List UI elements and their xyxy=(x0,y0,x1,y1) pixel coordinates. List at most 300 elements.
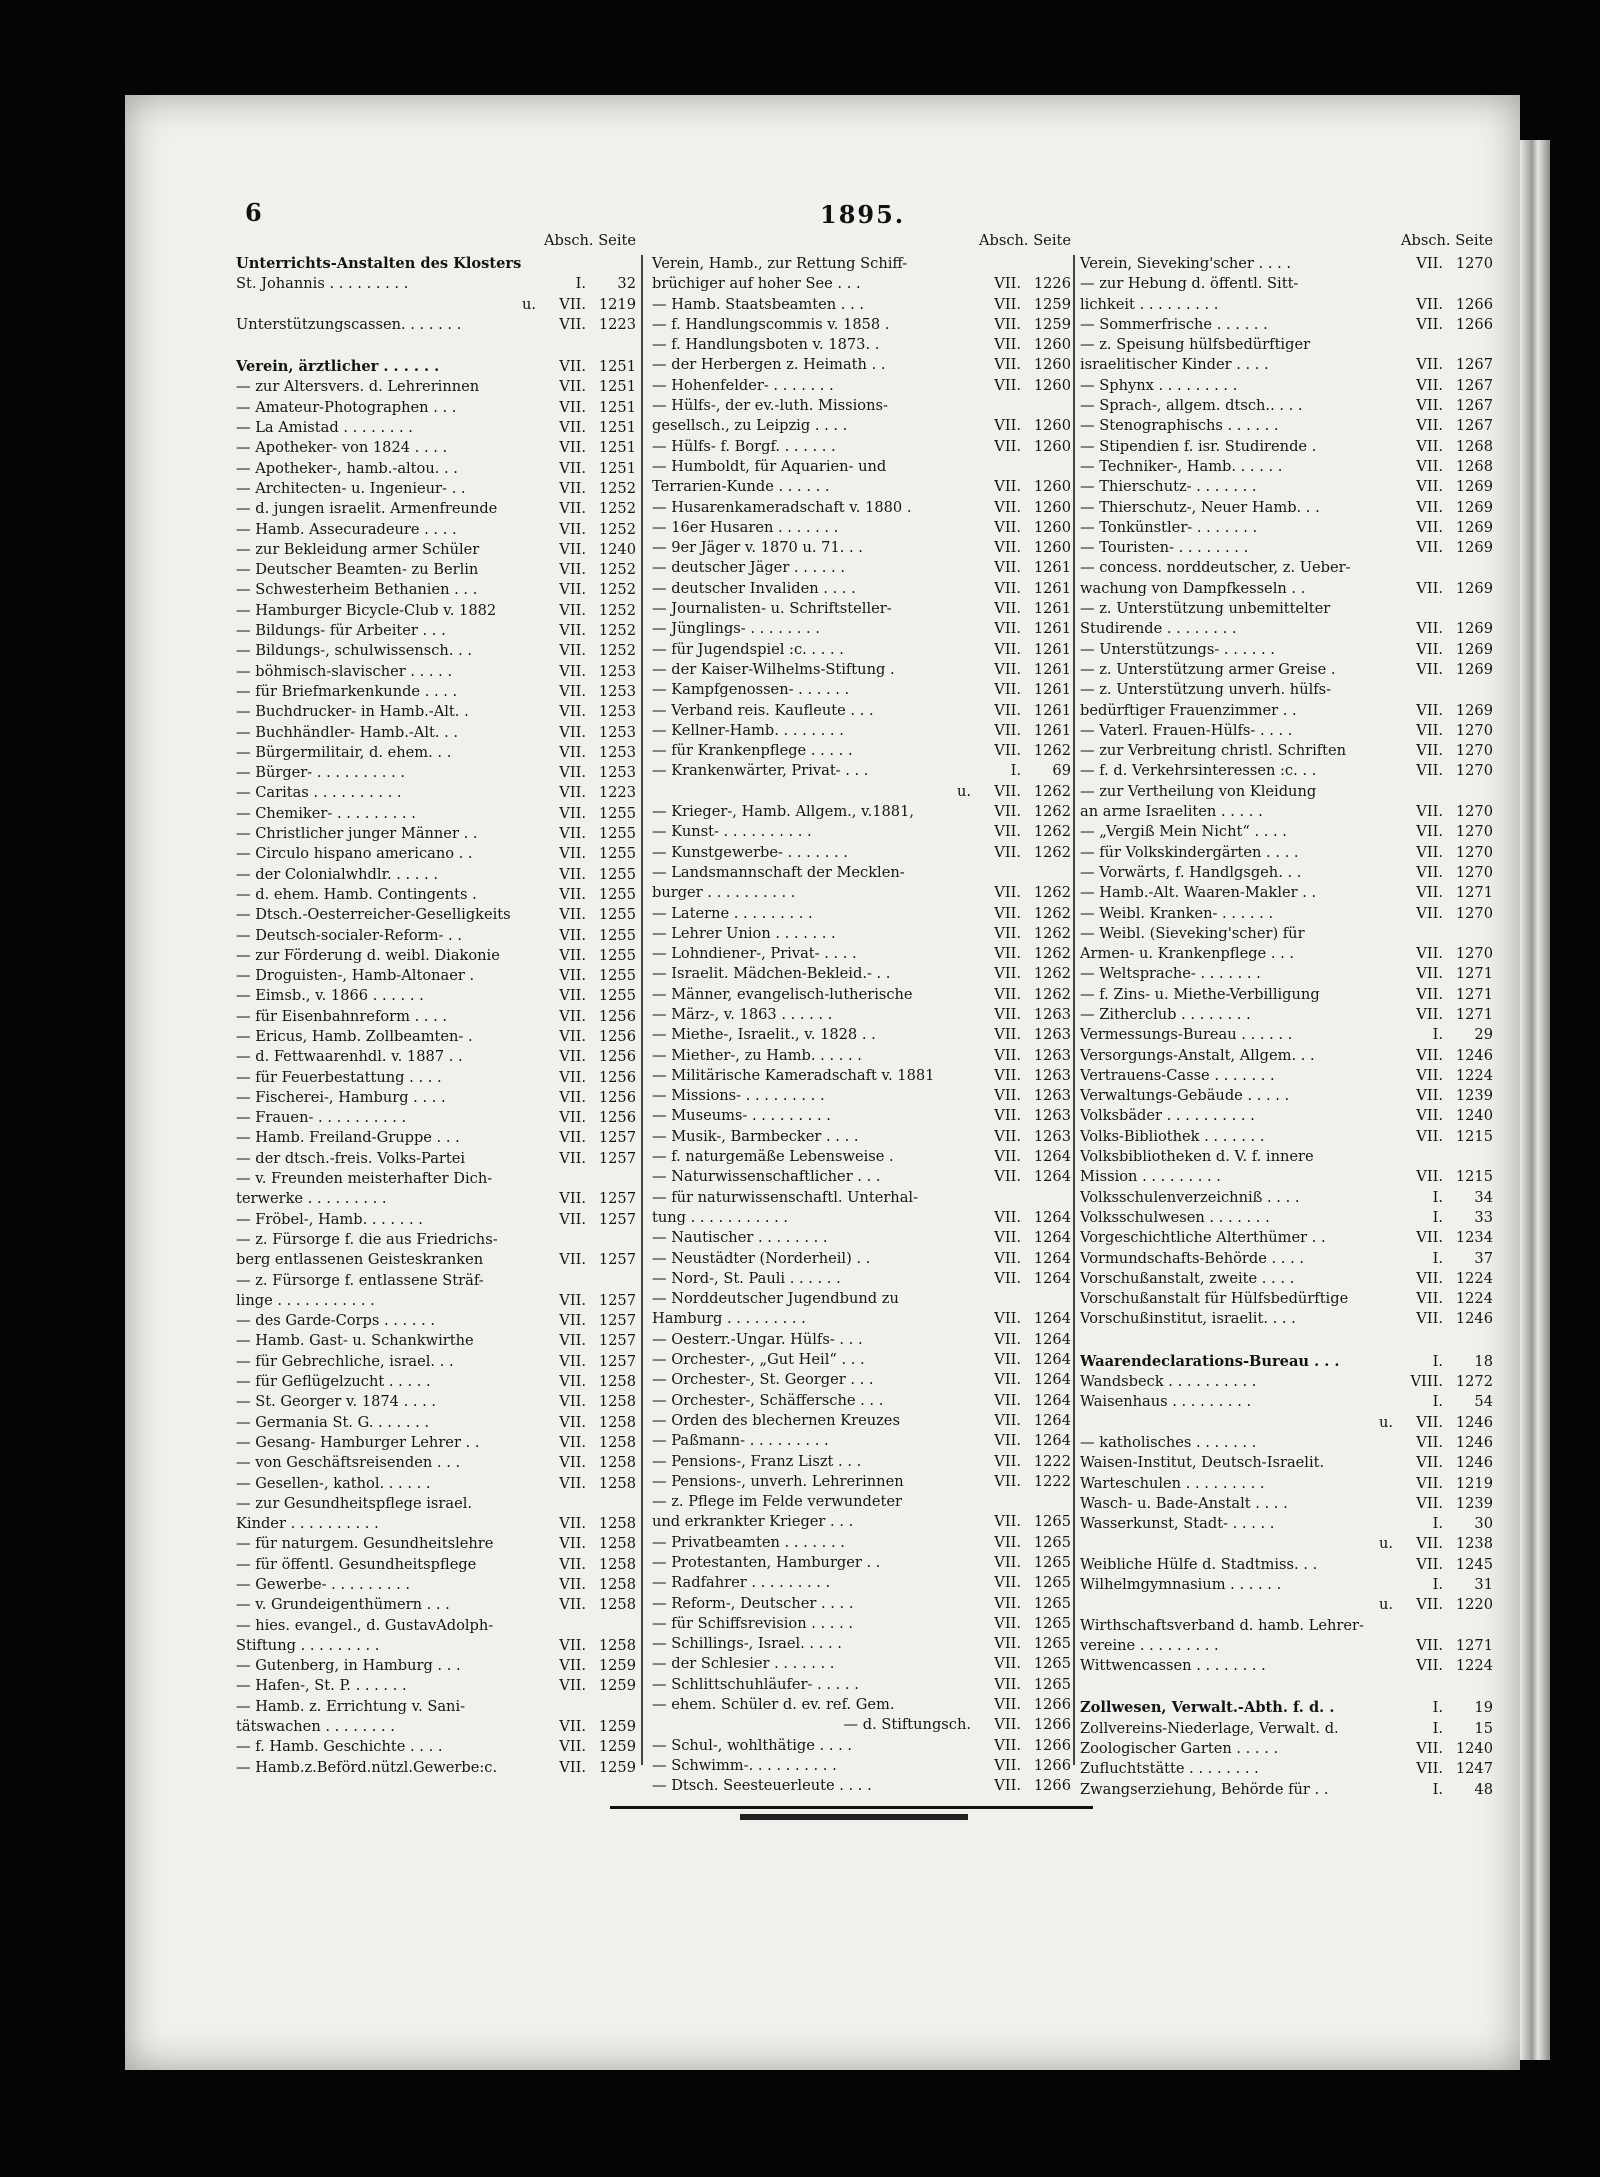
entry-title: und erkrankter Krieger . . . xyxy=(652,1513,854,1531)
index-entry xyxy=(236,357,636,377)
entry-title: — z. Fürsorge f. entlassene Sträf- xyxy=(236,1271,484,1289)
entry-title: — Amateur-Photographen . . . xyxy=(236,398,457,416)
entry-title: Terrarien-Kunde . . . . . . xyxy=(652,478,830,496)
entry-abtheilung: VII. xyxy=(1416,315,1443,333)
entry-title: — Gesellen-, kathol. . . . . . xyxy=(236,1474,431,1492)
index-entry xyxy=(1080,1656,1493,1676)
entry-abtheilung: VII. xyxy=(559,1210,586,1228)
entry-title: — Weltsprache- . . . . . . . xyxy=(1080,965,1261,983)
entry-seite: 1270 xyxy=(1455,945,1493,963)
entry-abtheilung: VII. xyxy=(1416,884,1443,902)
entry-abtheilung: VII. xyxy=(559,398,586,416)
entry-seite: 1259 xyxy=(598,1677,636,1695)
entry-abtheilung: VII. xyxy=(559,581,586,599)
index-entry xyxy=(652,538,1071,558)
entry-abtheilung: VII. xyxy=(1416,1474,1443,1492)
index-entry xyxy=(236,580,636,600)
entry-abtheilung: VII. xyxy=(994,275,1021,293)
entry-title: u. xyxy=(1378,1535,1393,1553)
entry-seite: 1270 xyxy=(1455,803,1493,821)
index-entry xyxy=(1080,1433,1493,1453)
index-entry xyxy=(652,1086,1071,1106)
entry-title: — Husarenkameradschaft v. 1880 . xyxy=(652,498,912,516)
entry-abtheilung: VII. xyxy=(1416,1269,1443,1287)
entry-abtheilung: I. xyxy=(1432,1208,1443,1226)
entry-seite: 1240 xyxy=(598,540,636,558)
column-divider xyxy=(1073,255,1075,1765)
entry-abtheilung: VII. xyxy=(994,640,1021,658)
entry-abtheilung: VII. xyxy=(1416,1433,1443,1451)
entry-title: — Touristen- . . . . . . . . xyxy=(1080,539,1249,557)
index-entry xyxy=(652,599,1071,619)
entry-seite: 1268 xyxy=(1455,457,1493,475)
index-entry xyxy=(236,1189,636,1209)
index-entry xyxy=(236,1676,636,1696)
entry-abtheilung: VII. xyxy=(1416,417,1443,435)
index-entry xyxy=(652,1350,1071,1370)
entry-title: — Nord-, St. Pauli . . . . . . xyxy=(652,1269,841,1287)
index-entry xyxy=(652,1269,1071,1289)
entry-abtheilung: VII. xyxy=(559,622,586,640)
entry-seite: 1264 xyxy=(1033,1351,1071,1369)
index-entry xyxy=(1080,924,1493,944)
index-entry xyxy=(236,1027,636,1047)
entry-title: — Buchdrucker- in Hamb.-Alt. . xyxy=(236,703,469,721)
entry-seite: 1266 xyxy=(1455,315,1493,333)
entry-abtheilung xyxy=(1393,274,1443,294)
entry-title: — f. Zins- u. Miethe-Verbilligung xyxy=(1080,985,1320,1003)
entry-abtheilung: VII. xyxy=(1416,620,1443,638)
entry-seite: 1271 xyxy=(1455,1636,1493,1654)
entry-abtheilung: VII. xyxy=(1416,498,1443,516)
entry-seite: 1265 xyxy=(1033,1594,1071,1612)
entry-abtheilung: I. xyxy=(1432,1719,1443,1737)
entry-title: — zur Altersvers. d. Lehrerinnen xyxy=(236,378,480,396)
index-column-3 xyxy=(1080,232,1493,1800)
entry-title: — Dtsch.-Oesterreicher-Geselligkeits xyxy=(236,906,511,924)
index-entry xyxy=(1080,1269,1493,1289)
index-entry xyxy=(236,377,636,397)
entry-seite: 1246 xyxy=(1455,1433,1493,1451)
entry-title: — Kampfgenossen- . . . . . . xyxy=(652,681,850,699)
entry-abtheilung: VII. xyxy=(1416,1760,1443,1778)
entry-seite: 1269 xyxy=(1455,478,1493,496)
entry-abtheilung: VII. xyxy=(559,1007,586,1025)
entry-title: — Techniker-, Hamb. . . . . . xyxy=(1080,457,1283,475)
entry-seite: 1270 xyxy=(1455,904,1493,922)
index-entry xyxy=(1080,619,1493,639)
index-entry xyxy=(652,721,1071,741)
index-entry xyxy=(236,844,636,864)
entry-title: Verein, Sieveking'scher . . . . xyxy=(1080,255,1292,272)
entry-abtheilung: VII. xyxy=(994,437,1021,455)
entry-title: — zur Gesundheitspflege israel. xyxy=(236,1494,473,1512)
entry-abtheilung: VII. xyxy=(1416,863,1443,881)
entry-title: — für Feuerbestattung . . . . xyxy=(236,1068,442,1086)
index-entry xyxy=(652,274,1071,294)
entry-title: — Ericus, Hamb. Zollbeamten- . xyxy=(236,1027,473,1045)
index-entry xyxy=(1080,1555,1493,1575)
entry-title: wachung von Dampfkesseln . . xyxy=(1080,579,1306,597)
index-entry xyxy=(236,743,636,763)
index-entry xyxy=(652,335,1071,355)
entry-title: — deutscher Invaliden . . . . xyxy=(652,579,856,597)
entry-title: — Thierschutz-, Neuer Hamb. . . xyxy=(1080,498,1320,516)
entry-abtheilung: VII. xyxy=(559,804,586,822)
entry-seite: 29 xyxy=(1474,1026,1493,1044)
entry-seite: 1264 xyxy=(1033,1371,1071,1389)
entry-seite: 1239 xyxy=(1455,1087,1493,1105)
entry-seite: 1269 xyxy=(1455,518,1493,536)
index-entry xyxy=(1080,883,1493,903)
entry-title: — Pensions-, Franz Liszt . . . xyxy=(652,1452,862,1470)
entry-abtheilung: VII. xyxy=(994,1391,1021,1409)
entry-abtheilung: VII. xyxy=(559,967,586,985)
index-entry xyxy=(236,885,636,905)
index-column-1 xyxy=(236,232,636,1778)
entry-title: — Schul-, wohlthätige . . . . xyxy=(652,1736,853,1754)
index-entry xyxy=(1080,1106,1493,1126)
entry-seite xyxy=(586,1271,636,1291)
entry-abtheilung: VII. xyxy=(994,742,1021,760)
entry-abtheilung: VII. xyxy=(559,295,586,313)
entry-title: — Weibl. (Sieveking'scher) für xyxy=(1080,924,1305,942)
entry-title: — Hamb. z. Errichtung v. Sani- xyxy=(236,1697,466,1715)
index-entry xyxy=(1080,680,1493,700)
entry-title: — f. Handlungsboten v. 1873. . xyxy=(652,336,880,354)
index-entry xyxy=(236,1494,636,1514)
index-entry xyxy=(652,802,1071,822)
entry-seite: 1262 xyxy=(1033,884,1071,902)
entry-title: — der Schlesier . . . . . . . xyxy=(652,1655,835,1673)
entry-title: terwerke . . . . . . . . . xyxy=(236,1190,387,1208)
entry-title: Vorschußanstalt für Hülfsbedürftige xyxy=(1080,1290,1349,1308)
entry-seite: 1255 xyxy=(598,865,636,883)
entry-abtheilung: VII. xyxy=(994,681,1021,699)
index-entry xyxy=(1080,558,1493,578)
entry-abtheilung: VII. xyxy=(994,600,1021,618)
entry-seite: 1266 xyxy=(1033,1756,1071,1774)
entry-seite: 1258 xyxy=(598,1515,636,1533)
entry-title: — zur Förderung d. weibl. Diakonie xyxy=(236,946,500,964)
entry-abtheilung: VII. xyxy=(994,924,1021,942)
entry-abtheilung: VII. xyxy=(994,376,1021,394)
entry-seite: 1255 xyxy=(598,946,636,964)
entry-title: — Sphynx . . . . . . . . . xyxy=(1080,376,1238,394)
index-entry xyxy=(1080,335,1493,355)
entry-title: — Museums- . . . . . . . . . xyxy=(652,1107,831,1125)
entry-seite: 1262 xyxy=(1033,823,1071,841)
entry-abtheilung: VII. xyxy=(994,1452,1021,1470)
entry-seite xyxy=(586,1697,636,1717)
index-entry xyxy=(1080,944,1493,964)
entry-abtheilung xyxy=(971,1492,1021,1512)
entry-abtheilung: VII. xyxy=(559,1596,586,1614)
entry-seite: 1258 xyxy=(598,1454,636,1472)
entry-seite: 1262 xyxy=(1033,945,1071,963)
entry-seite: 1251 xyxy=(598,378,636,396)
index-entry xyxy=(236,926,636,946)
entry-abtheilung: VII. xyxy=(994,1310,1021,1328)
entry-title: — Naturwissenschaftlicher . . . xyxy=(652,1168,881,1186)
entry-title: — Bildungs- für Arbeiter . . . xyxy=(236,622,446,640)
index-entry xyxy=(1080,741,1493,761)
index-entry xyxy=(652,1573,1071,1593)
entry-title: — Miethe-, Israelit., v. 1828 . . xyxy=(652,1026,876,1044)
entry-title: — Tonkünstler- . . . . . . . xyxy=(1080,518,1258,536)
entry-seite: 1257 xyxy=(598,1251,636,1269)
entry-abtheilung: I. xyxy=(1010,762,1021,780)
entry-abtheilung: VII. xyxy=(559,682,586,700)
entry-abtheilung: VII. xyxy=(994,336,1021,354)
entry-seite: 1258 xyxy=(598,1636,636,1654)
entry-title: St. Johannis . . . . . . . . . xyxy=(236,275,409,293)
index-entry xyxy=(652,1330,1071,1350)
entry-title: — Humboldt, für Aquarien- und xyxy=(652,457,887,475)
entry-abtheilung xyxy=(536,1230,586,1250)
entry-seite: 1246 xyxy=(1455,1454,1493,1472)
entry-seite: 1223 xyxy=(598,315,636,333)
entry-seite: 1240 xyxy=(1455,1107,1493,1125)
entry-abtheilung: VII. xyxy=(559,1636,586,1654)
entry-abtheilung: VII. xyxy=(559,723,586,741)
index-entry xyxy=(236,1047,636,1067)
entry-title: — Hafen-, St. P. . . . . . . xyxy=(236,1677,407,1695)
index-entry xyxy=(652,1756,1071,1776)
entry-title: — Hamb. Staatsbeamten . . . xyxy=(652,295,864,313)
entry-abtheilung: VII. xyxy=(994,1554,1021,1571)
entry-abtheilung: VII. xyxy=(559,743,586,761)
entry-abtheilung: VII. xyxy=(994,1635,1021,1653)
entry-title: — z. Pflege im Felde verwundeter xyxy=(652,1493,903,1511)
entry-abtheilung: I. xyxy=(1432,1515,1443,1533)
entry-seite: 1264 xyxy=(1033,1148,1071,1166)
entry-title: — Bürger- . . . . . . . . . . xyxy=(236,764,405,782)
entry-seite: 1258 xyxy=(598,1433,636,1451)
entry-title: Warteschulen . . . . . . . . . xyxy=(1080,1474,1265,1492)
entry-abtheilung xyxy=(971,863,1021,883)
index-entry xyxy=(652,883,1071,903)
index-entry xyxy=(652,1715,1071,1735)
entry-abtheilung: VII. xyxy=(994,1208,1021,1226)
entry-abtheilung: VII. xyxy=(994,1736,1021,1754)
entry-title: — Oesterr.-Ungar. Hülfs- . . . xyxy=(652,1330,863,1348)
entry-abtheilung: VII. xyxy=(1416,1454,1443,1472)
entry-seite xyxy=(1443,1147,1493,1167)
entry-abtheilung: VII. xyxy=(1416,295,1443,313)
entry-seite: 1264 xyxy=(1033,1229,1071,1247)
entry-abtheilung: VII. xyxy=(994,1696,1021,1714)
entry-seite: 1224 xyxy=(1455,1290,1493,1308)
entry-seite: 1270 xyxy=(1455,823,1493,841)
entry-abtheilung xyxy=(536,1616,586,1636)
entry-seite xyxy=(1443,335,1493,355)
entry-seite: 1262 xyxy=(1033,843,1071,861)
index-entry xyxy=(236,1758,636,1778)
entry-abtheilung xyxy=(1393,680,1443,700)
entry-title: Waisen-Institut, Deutsch-Israelit. xyxy=(1080,1454,1325,1472)
entry-title: Volksbäder . . . . . . . . . . xyxy=(1080,1107,1255,1125)
index-entry xyxy=(1080,1289,1493,1309)
entry-abtheilung xyxy=(1393,558,1443,578)
entry-seite: 1265 xyxy=(1033,1655,1071,1673)
index-entry xyxy=(1080,437,1493,457)
entry-seite: 1257 xyxy=(598,1332,636,1350)
index-entry xyxy=(1080,1719,1493,1739)
entry-title: — zur Bekleidung armer Schüler xyxy=(236,540,480,558)
entry-seite: 1270 xyxy=(1455,255,1493,272)
entry-abtheilung: VII. xyxy=(994,1472,1021,1490)
column-divider xyxy=(641,255,643,1765)
index-entry xyxy=(652,1309,1071,1329)
entry-title: — Zitherclub . . . . . . . . xyxy=(1080,1005,1251,1023)
entry-seite: 1255 xyxy=(598,987,636,1005)
index-entry xyxy=(236,1534,636,1554)
entry-seite xyxy=(1443,782,1493,802)
entry-seite: 1267 xyxy=(1455,397,1493,415)
entry-title: — Schwimm-. . . . . . . . . . xyxy=(652,1756,837,1774)
index-entry xyxy=(652,904,1071,924)
entry-title: — Buchhändler- Hamb.-Alt. . . xyxy=(236,723,459,741)
index-entry xyxy=(1080,802,1493,822)
entry-seite: 1257 xyxy=(598,1190,636,1208)
index-entry xyxy=(1080,822,1493,842)
entry-title: — Apotheker- von 1824 . . . . xyxy=(236,439,448,457)
index-entry xyxy=(236,1575,636,1595)
entry-title: — der Herbergen z. Heimath . . xyxy=(652,356,886,374)
entry-abtheilung: VII. xyxy=(994,904,1021,922)
entry-title: — Verband reis. Kaufleute . . . xyxy=(652,701,874,719)
entry-abtheilung: VII. xyxy=(559,1291,586,1309)
entry-seite: 48 xyxy=(1474,1780,1493,1798)
index-entry xyxy=(652,701,1071,721)
entry-seite xyxy=(1443,924,1493,944)
entry-title: Volks-Bibliothek . . . . . . . xyxy=(1080,1127,1265,1145)
entry-seite: 1265 xyxy=(1033,1675,1071,1693)
entry-abtheilung: VII. xyxy=(559,946,586,964)
entry-seite: 1255 xyxy=(598,845,636,863)
entry-abtheilung: VII. xyxy=(994,1432,1021,1450)
entry-title: Zoologischer Garten . . . . . xyxy=(1080,1740,1279,1758)
entry-seite: 1260 xyxy=(1033,498,1071,516)
entry-title: — Deutsch-socialer-Reform- . . xyxy=(236,926,462,944)
index-entry xyxy=(236,1697,636,1717)
index-entry xyxy=(652,863,1071,883)
entry-abtheilung: VII. xyxy=(994,1371,1021,1389)
entry-abtheilung: VII. xyxy=(559,845,586,863)
entry-seite: 1265 xyxy=(1033,1533,1071,1551)
index-entry xyxy=(236,1331,636,1351)
page-year: 1895. xyxy=(820,200,906,229)
entry-title: — der dtsch.-freis. Volks-Partei xyxy=(236,1149,466,1167)
entry-title: — für Schiffsrevision . . . . . xyxy=(652,1614,853,1632)
entry-seite: 1257 xyxy=(598,1149,636,1167)
entry-title: — Hülfs-, der ev.-luth. Missions- xyxy=(652,397,888,415)
entry-seite: 1263 xyxy=(1033,1127,1071,1145)
entry-seite: 1257 xyxy=(598,1129,636,1147)
index-entry xyxy=(1080,1309,1493,1329)
entry-abtheilung: VII. xyxy=(559,479,586,497)
entry-abtheilung: VII. xyxy=(559,1068,586,1086)
entry-abtheilung: VIII. xyxy=(1410,1373,1443,1391)
index-entry xyxy=(1080,782,1493,802)
entry-abtheilung: VII. xyxy=(1416,1229,1443,1247)
entry-abtheilung: VII. xyxy=(994,1026,1021,1044)
entry-seite: 1260 xyxy=(1033,518,1071,536)
entry-title: Waisenhaus . . . . . . . . . xyxy=(1080,1393,1252,1411)
entry-title: tung . . . . . . . . . . . xyxy=(652,1208,789,1226)
entry-seite: 1247 xyxy=(1455,1760,1493,1778)
entry-title: — Landsmannschaft der Mecklen- xyxy=(652,863,905,881)
column-header: Absch. Seite xyxy=(1400,232,1493,249)
entry-abtheilung: VII. xyxy=(559,1555,586,1573)
index-entry xyxy=(236,1068,636,1088)
entry-abtheilung xyxy=(1393,335,1443,355)
index-entry xyxy=(1080,1739,1493,1759)
entry-seite: 1262 xyxy=(1033,965,1071,983)
entry-title: Vermessungs-Bureau . . . . . . xyxy=(1080,1026,1293,1044)
entry-title: — d. Fettwaarenhdl. v. 1887 . . xyxy=(236,1048,463,1066)
entry-title: — Weibl. Kranken- . . . . . . xyxy=(1080,904,1274,922)
entry-seite: 1258 xyxy=(598,1413,636,1431)
entry-seite: 1265 xyxy=(1033,1554,1071,1571)
index-entry xyxy=(652,1228,1071,1248)
entry-seite: 1256 xyxy=(598,1068,636,1086)
index-entry xyxy=(1080,1372,1493,1392)
entry-title: — Hohenfelder- . . . . . . . xyxy=(652,376,834,394)
index-entry xyxy=(236,1352,636,1372)
entry-seite: 1252 xyxy=(598,622,636,640)
index-entry xyxy=(652,1208,1071,1228)
index-entry xyxy=(236,398,636,418)
entry-seite: 1260 xyxy=(1033,336,1071,354)
entry-seite: 1258 xyxy=(598,1555,636,1573)
index-entries xyxy=(1080,254,1493,1800)
entry-title: Volksbibliotheken d. V. f. innere xyxy=(1080,1148,1314,1166)
entry-title: — Vorwärts, f. Handlgsgeh. . . xyxy=(1080,863,1302,881)
entry-abtheilung: VII. xyxy=(559,520,586,538)
entry-seite xyxy=(1021,1188,1071,1208)
entry-seite: 1269 xyxy=(1455,701,1493,719)
entry-title: — d. jungen israelit. Armenfreunde xyxy=(236,500,498,518)
entry-title: Stiftung . . . . . . . . . xyxy=(236,1636,380,1654)
index-entry xyxy=(1080,1066,1493,1086)
entry-abtheilung: VII. xyxy=(559,419,586,437)
entry-title: — Hamburger Bicycle-Club v. 1882 xyxy=(236,601,497,619)
entry-abtheilung: I. xyxy=(1432,1699,1443,1717)
entry-abtheilung: VII. xyxy=(559,703,586,721)
index-entry xyxy=(236,1717,636,1737)
entry-seite: 69 xyxy=(1052,762,1071,780)
entry-seite xyxy=(1021,254,1071,274)
entry-abtheilung: VII. xyxy=(994,1229,1021,1247)
index-entry xyxy=(236,1230,636,1250)
entry-abtheilung: VII. xyxy=(1416,701,1443,719)
entry-title: Vormundschafts-Behörde . . . . xyxy=(1080,1249,1305,1267)
entry-title: — f. naturgemäße Lebensweise . xyxy=(652,1148,894,1166)
entry-title: — Unterstützungs- . . . . . . xyxy=(1080,640,1275,658)
entry-seite: 32 xyxy=(617,275,636,293)
entry-seite: 1261 xyxy=(1033,721,1071,739)
index-entry xyxy=(236,804,636,824)
entry-seite xyxy=(1443,599,1493,619)
index-entry xyxy=(1080,498,1493,518)
index-entry xyxy=(236,1108,636,1128)
closing-rule xyxy=(610,1806,1093,1809)
entry-title: — Journalisten- u. Schriftsteller- xyxy=(652,600,892,618)
entry-seite: 1256 xyxy=(598,1027,636,1045)
entry-abtheilung: VII. xyxy=(994,1249,1021,1267)
